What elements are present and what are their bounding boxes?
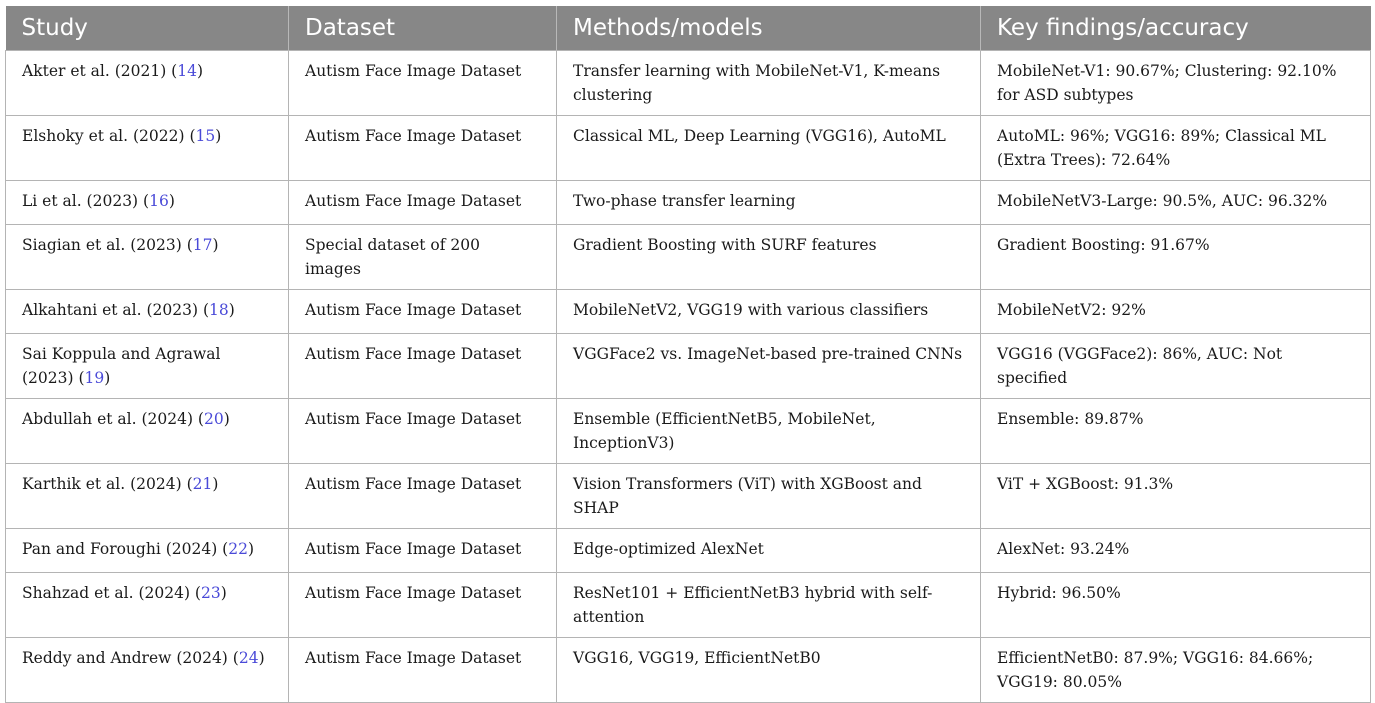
study-cell: [6, 334, 289, 399]
study-close: ): [196, 62, 204, 80]
methods-cell: Ensemble (EfficientNetB5, MobileNet, InceptionV3): [557, 399, 981, 464]
methods-cell: Transfer learning with MobileNet-V1, K-means clustering: [557, 51, 981, 116]
studies-table: [5, 6, 1371, 703]
study-text: Sai Koppula and Agrawal (2023) (: [22, 345, 221, 387]
findings-cell: MobileNetV2: 92%: [981, 290, 1371, 334]
findings-cell: ViT + XGBoost: 91.3%: [981, 464, 1371, 529]
findings-cell: MobileNet-V1: 90.67%; Clustering: 92.10% for ASD subtypes: [981, 51, 1371, 116]
study-cell: [6, 399, 289, 464]
study-cell: [6, 573, 289, 638]
findings-cell: Hybrid: 96.50%: [981, 573, 1371, 638]
study-close: ): [212, 236, 219, 254]
methods-cell: Edge-optimized AlexNet: [557, 529, 981, 573]
study-close: ): [247, 540, 255, 558]
reference-link[interactable]: 24: [238, 649, 259, 667]
dataset-cell: Autism Face Image Dataset: [289, 573, 557, 638]
table-row: [6, 464, 1371, 529]
table-row: [6, 225, 1371, 290]
study-text: Reddy and Andrew (2024) (: [22, 649, 239, 667]
methods-cell: Vision Transformers (ViT) with XGBoost and SHAP: [557, 464, 981, 529]
table-row: [6, 529, 1371, 573]
header-study: Study: [6, 6, 289, 51]
study-cell: [6, 464, 289, 529]
study-cell: [6, 225, 289, 290]
findings-cell: MobileNetV3-Large: 90.5%, AUC: 96.32%: [981, 181, 1371, 225]
reference-link[interactable]: 23: [200, 584, 221, 602]
study-close: ): [168, 192, 175, 210]
dataset-cell: Autism Face Image Dataset: [289, 334, 557, 399]
reference-link[interactable]: 14: [177, 62, 197, 80]
study-text: Elshoky et al. (2022) (: [22, 127, 196, 145]
findings-cell: AlexNet: 93.24%: [981, 529, 1371, 573]
reference-link[interactable]: 18: [209, 301, 229, 319]
study-text: Abdullah et al. (2024) (: [22, 410, 204, 428]
findings-cell: Gradient Boosting: 91.67%: [981, 225, 1371, 290]
study-close: ): [228, 301, 235, 319]
study-text: Akter et al. (2021) (: [22, 62, 178, 80]
study-cell: [6, 116, 289, 181]
dataset-cell: Special dataset of 200 images: [289, 225, 557, 290]
reference-link[interactable]: 16: [149, 192, 169, 210]
dataset-cell: Autism Face Image Dataset: [289, 181, 557, 225]
methods-cell: ResNet101 + EfficientNetB3 hybrid with self-attention: [557, 573, 981, 638]
methods-cell: MobileNetV2, VGG19 with various classifiers: [557, 290, 981, 334]
dataset-cell: Autism Face Image Dataset: [289, 529, 557, 573]
dataset-cell: Autism Face Image Dataset: [289, 51, 557, 116]
reference-link[interactable]: 17: [192, 236, 213, 254]
table-row: [6, 334, 1371, 399]
reference-link[interactable]: 20: [203, 410, 224, 428]
methods-cell: Classical ML, Deep Learning (VGG16), AutoML: [557, 116, 981, 181]
dataset-cell: Autism Face Image Dataset: [289, 399, 557, 464]
table-row: [6, 116, 1371, 181]
study-text: Li et al. (2023) (: [22, 192, 150, 210]
study-text: Pan and Foroughi (2024) (: [22, 540, 229, 558]
study-text: Shahzad et al. (2024) (: [22, 584, 201, 602]
findings-cell: EfficientNetB0: 87.9%; VGG16: 84.66%; VGG19: 80.05%: [981, 638, 1371, 703]
study-cell: [6, 181, 289, 225]
header-methods: Methods/models: [557, 6, 981, 51]
dataset-cell: Autism Face Image Dataset: [289, 290, 557, 334]
methods-cell: VGGFace2 vs. ImageNet-based pre-trained CNNs: [557, 334, 981, 399]
table-row: [6, 290, 1371, 334]
reference-link[interactable]: 19: [84, 369, 105, 387]
table-header-row: [6, 6, 1371, 51]
study-close: ): [220, 584, 227, 602]
study-text: Karthik et al. (2024) (: [22, 475, 193, 493]
study-close: ): [223, 410, 230, 428]
study-close: ): [212, 475, 219, 493]
findings-cell: Ensemble: 89.87%: [981, 399, 1371, 464]
study-close: ): [258, 649, 265, 667]
study-cell: [6, 638, 289, 703]
dataset-cell: Autism Face Image Dataset: [289, 638, 557, 703]
methods-cell: Gradient Boosting with SURF features: [557, 225, 981, 290]
study-cell: [6, 529, 289, 573]
methods-cell: VGG16, VGG19, EfficientNetB0: [557, 638, 981, 703]
table-row: [6, 399, 1371, 464]
methods-cell: Two-phase transfer learning: [557, 181, 981, 225]
study-text: Alkahtani et al. (2023) (: [22, 301, 209, 319]
reference-link[interactable]: 21: [192, 475, 213, 493]
study-close: ): [104, 369, 111, 387]
study-cell: [6, 51, 289, 116]
study-cell: [6, 290, 289, 334]
table-row: [6, 181, 1371, 225]
findings-cell: VGG16 (VGGFace2): 86%, AUC: Not specified: [981, 334, 1371, 399]
table-row: [6, 638, 1371, 703]
table-row: [6, 51, 1371, 116]
study-close: ): [215, 127, 222, 145]
study-text: Siagian et al. (2023) (: [22, 236, 193, 254]
table-row: [6, 573, 1371, 638]
header-findings: Key findings/accuracy: [981, 6, 1371, 51]
dataset-cell: Autism Face Image Dataset: [289, 464, 557, 529]
reference-link[interactable]: 15: [195, 127, 216, 145]
findings-cell: AutoML: 96%; VGG16: 89%; Classical ML (Extra Trees): 72.64%: [981, 116, 1371, 181]
reference-link[interactable]: 22: [228, 540, 248, 558]
header-dataset: Dataset: [289, 6, 557, 51]
dataset-cell: Autism Face Image Dataset: [289, 116, 557, 181]
